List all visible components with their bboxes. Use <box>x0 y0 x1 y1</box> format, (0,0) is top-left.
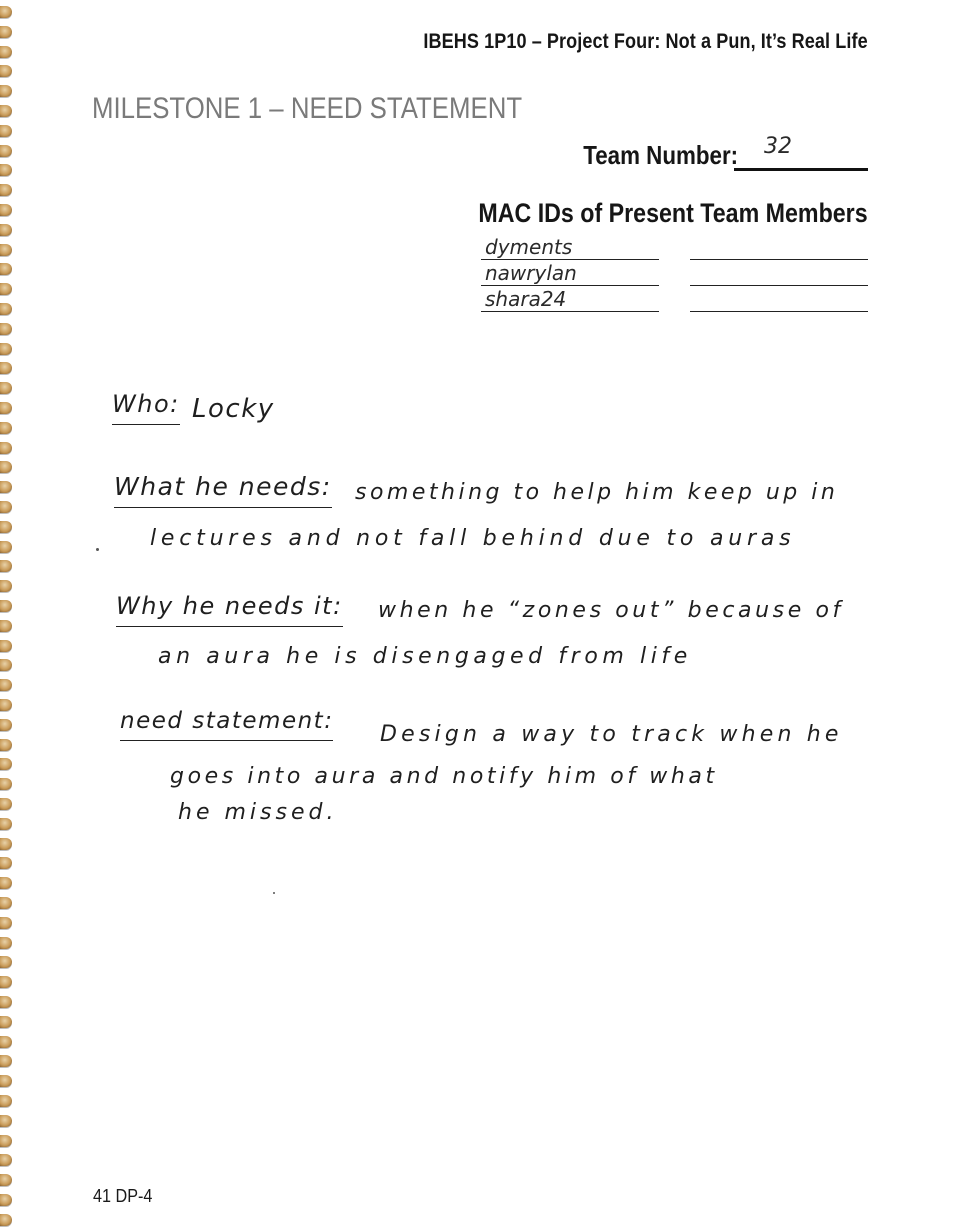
binding-hole <box>0 164 12 176</box>
binding-hole <box>0 125 12 137</box>
why-answer-line-1: when he “zones out” because of <box>378 598 844 623</box>
mac-id-line-5 <box>690 261 868 286</box>
binding-hole <box>0 283 12 295</box>
binding-hole <box>0 85 12 97</box>
why-label: Why he needs it: <box>116 592 343 627</box>
binding-hole <box>0 620 12 632</box>
binding-hole <box>0 422 12 434</box>
mac-id-line-6 <box>690 287 868 312</box>
binding-hole <box>0 224 12 236</box>
course-title: IBEHS 1P10 – Project Four: Not a Pun, It’s Real Life <box>423 30 868 53</box>
binding-hole <box>0 877 12 889</box>
binding-hole <box>0 184 12 196</box>
binding-hole <box>0 1154 12 1166</box>
binding-hole <box>0 1036 12 1048</box>
team-number-value: 32 <box>764 134 792 159</box>
binding-hole <box>0 679 12 691</box>
binding-hole <box>0 1055 12 1067</box>
binding-hole <box>0 976 12 988</box>
why-answer-line-2: an aura he is disengaged from life <box>158 644 692 669</box>
mac-id-1: dyments <box>485 235 573 259</box>
binding-hole <box>0 1075 12 1087</box>
binding-hole <box>0 1095 12 1107</box>
binding-hole <box>0 541 12 553</box>
mac-id-line-2 <box>481 261 659 286</box>
binding-hole <box>0 382 12 394</box>
binding-hole <box>0 26 12 38</box>
binding-hole <box>0 1214 12 1226</box>
team-number-blank <box>734 134 868 171</box>
binding-hole <box>0 838 12 850</box>
binding-hole <box>0 1135 12 1147</box>
page-code: 41 DP-4 <box>93 1186 153 1206</box>
stray-mark <box>273 892 275 894</box>
who-label: Who: <box>112 390 180 425</box>
what-answer-line-2: lectures and not fall behind due to auras <box>150 526 796 551</box>
binding-hole <box>0 659 12 671</box>
binding-hole <box>0 778 12 790</box>
need-statement-line-1: Design a way to track when he <box>380 722 843 747</box>
binding-hole <box>0 323 12 335</box>
binding-hole <box>0 501 12 513</box>
need-statement-line-2: goes into aura and notify him of what <box>170 764 718 789</box>
need-statement-line-3: he missed. <box>178 800 338 825</box>
team-number-field <box>558 134 868 171</box>
need-statement-label: need statement: <box>120 708 333 741</box>
binding-hole <box>0 1194 12 1206</box>
binding-hole <box>0 65 12 77</box>
binding-hole <box>0 145 12 157</box>
binding-hole <box>0 818 12 830</box>
binding-hole <box>0 580 12 592</box>
mac-id-line-4 <box>690 235 868 260</box>
binding-hole <box>0 1016 12 1028</box>
mac-id-3: shara24 <box>485 287 567 311</box>
binding-hole <box>0 6 12 18</box>
what-label: What he needs: <box>114 472 332 508</box>
binding-hole <box>0 481 12 493</box>
stray-mark <box>96 548 99 551</box>
binding-hole <box>0 461 12 473</box>
binding-hole <box>0 699 12 711</box>
spiral-binding <box>0 0 14 1232</box>
team-number-label: Team Number: <box>583 140 738 170</box>
mac-id-2: nawrylan <box>485 261 577 285</box>
mac-ids-heading: MAC IDs of Present Team Members <box>478 198 868 228</box>
milestone-title: MILESTONE 1 – NEED STATEMENT <box>92 92 523 125</box>
binding-hole <box>0 343 12 355</box>
binding-hole <box>0 798 12 810</box>
binding-hole <box>0 244 12 256</box>
binding-hole <box>0 442 12 454</box>
binding-hole <box>0 758 12 770</box>
binding-hole <box>0 600 12 612</box>
binding-hole <box>0 996 12 1008</box>
binding-hole <box>0 402 12 414</box>
binding-hole <box>0 105 12 117</box>
binding-hole <box>0 204 12 216</box>
binding-hole <box>0 362 12 374</box>
binding-hole <box>0 937 12 949</box>
binding-hole <box>0 303 12 315</box>
binding-hole <box>0 1174 12 1186</box>
binding-hole <box>0 1115 12 1127</box>
mac-id-line-1 <box>481 235 659 260</box>
binding-hole <box>0 263 12 275</box>
binding-hole <box>0 739 12 751</box>
binding-hole <box>0 560 12 572</box>
who-value: Locky <box>192 394 275 424</box>
binding-hole <box>0 956 12 968</box>
what-answer-line-1: something to help him keep up in <box>355 480 839 505</box>
binding-hole <box>0 897 12 909</box>
binding-hole <box>0 719 12 731</box>
binding-hole <box>0 521 12 533</box>
binding-hole <box>0 917 12 929</box>
binding-hole <box>0 640 12 652</box>
binding-hole <box>0 46 12 58</box>
binding-hole <box>0 857 12 869</box>
mac-id-line-3 <box>481 287 659 312</box>
